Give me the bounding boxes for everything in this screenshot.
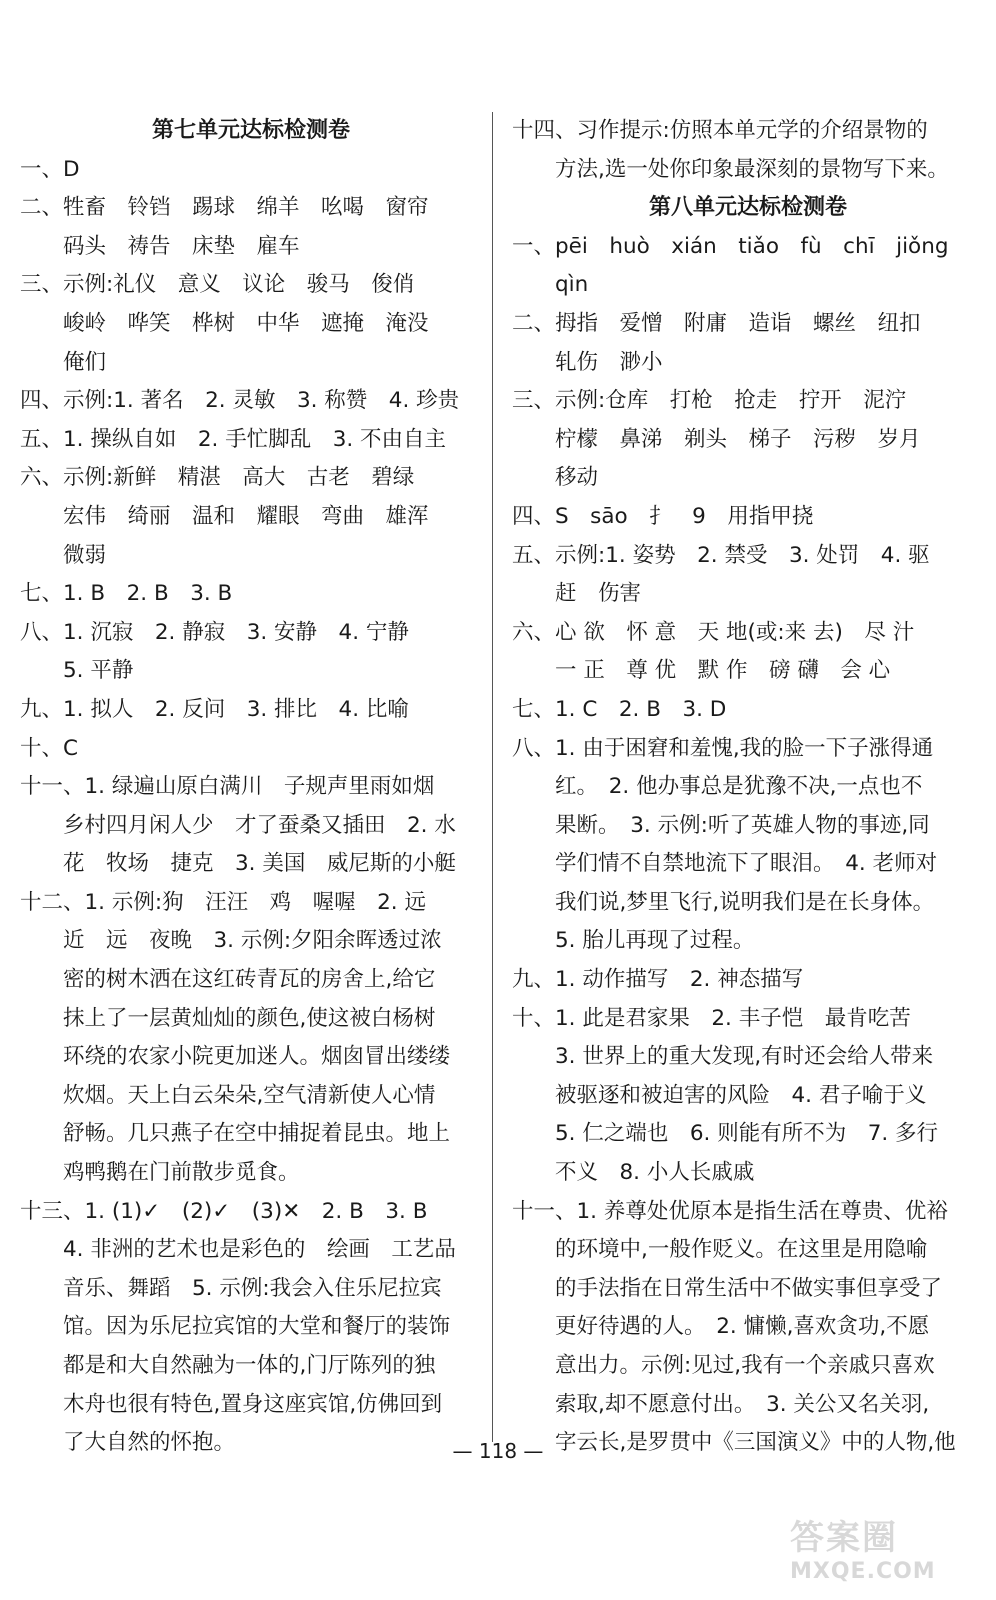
answer-line: 5. 平静 bbox=[20, 658, 134, 684]
answer-line: 十一、1. 养尊处优原本是指生活在尊贵、优裕 bbox=[512, 1198, 948, 1224]
answer-line: 三、示例:仓库 打枪 抢走 拧开 泥泞 bbox=[512, 388, 907, 414]
answer-line: 更好待遇的人。 2. 慵懒,喜欢贪功,不愿 bbox=[512, 1314, 930, 1340]
answer-line: 一、D bbox=[20, 156, 80, 182]
answer-line: 索取,却不愿意付出。 3. 关公又名关羽, bbox=[512, 1391, 930, 1417]
answer-line: 抹上了一层黄灿灿的颜色,使这被白杨树 bbox=[20, 1005, 436, 1031]
answer-line: qìn bbox=[512, 272, 589, 298]
answer-line: 十三、1. (1)✓ (2)✓ (3)✕ 2. B 3. B bbox=[20, 1198, 428, 1224]
answer-line: 赶 伤害 bbox=[512, 581, 642, 607]
answer-line: 环绕的农家小院更加迷人。烟囱冒出缕缕 bbox=[20, 1044, 451, 1070]
answer-line: 四、示例:1. 著名 2. 灵敏 3. 称赞 4. 珍贵 bbox=[20, 388, 460, 414]
answer-line: 馆。因为乐尼拉宾馆的大堂和餐厅的装饰 bbox=[20, 1314, 451, 1340]
answer-line: 近 远 夜晚 3. 示例:夕阳余晖透过浓 bbox=[20, 928, 442, 954]
section-title-unit-7: 第七单元达标检测卷 bbox=[151, 118, 350, 143]
answer-line: 炊烟。天上白云朵朵,空气清新使人心情 bbox=[20, 1082, 436, 1108]
answer-line: 舒畅。几只燕子在空中捕捉着昆虫。地上 bbox=[20, 1121, 451, 1147]
answer-line: 鸡鸭鹅在门前散步觅食。 bbox=[20, 1160, 300, 1186]
answer-line: 了大自然的怀抱。 bbox=[20, 1430, 236, 1456]
watermark-url: MXQE.COM bbox=[790, 1559, 936, 1584]
answer-line: 乡村四月闲人少 才了蚕桑又插田 2. 水 bbox=[20, 812, 456, 838]
column-divider bbox=[492, 112, 493, 1442]
answer-line: 十二、1. 示例:狗 汪汪 鸡 喔喔 2. 远 bbox=[20, 889, 426, 915]
answer-line: 五、示例:1. 姿势 2. 禁受 3. 处罚 4. 驱 bbox=[512, 542, 930, 568]
answer-line: 音乐、舞蹈 5. 示例:我会入住乐尼拉宾 bbox=[20, 1275, 442, 1301]
answer-line: 微弱 bbox=[20, 542, 107, 568]
answer-line: 八、1. 沉寂 2. 静寂 3. 安静 4. 宁静 bbox=[20, 619, 409, 645]
answer-line: 峻岭 哗笑 桦树 中华 遮掩 淹没 bbox=[20, 310, 429, 336]
answer-line: 4. 非洲的艺术也是彩色的 绘画 工艺品 bbox=[20, 1237, 456, 1263]
section-title-unit-8: 第八单元达标检测卷 bbox=[648, 195, 847, 221]
answer-line: 花 牧场 捷克 3. 美国 威尼斯的小艇 bbox=[20, 851, 456, 877]
answer-line: 二、牲畜 铃铛 踢球 绵羊 吆喝 窗帘 bbox=[20, 195, 429, 221]
answer-line: 二、拇指 爱憎 附庸 造诣 螺丝 纽扣 bbox=[512, 310, 921, 336]
answer-line: 5. 胎儿再现了过程。 bbox=[512, 928, 755, 954]
answer-line: 轧伤 渺小 bbox=[512, 349, 663, 375]
answer-line: 俺们 bbox=[20, 349, 107, 375]
answer-line: 5. 仁之端也 6. 则能有所不为 7. 多行 bbox=[512, 1121, 939, 1147]
answer-line: 六、心 欲 怀 意 天 地(或:来 去) 尽 汁 bbox=[512, 619, 915, 645]
answer-line: 不义 8. 小人长戚戚 bbox=[512, 1160, 755, 1186]
page-number: — 118 — bbox=[452, 1439, 544, 1463]
answer-line: 果断。 3. 示例:听了英雄人物的事迹,同 bbox=[512, 812, 930, 838]
watermark-logo bbox=[790, 1510, 986, 1594]
answer-line: 我们说,梦里飞行,说明我们是在长身体。 bbox=[512, 889, 935, 915]
answer-line: 码头 祷告 床垫 雇车 bbox=[20, 233, 300, 259]
right-column bbox=[512, 112, 984, 1463]
answer-line: 八、1. 由于困窘和羞愧,我的脸一下子涨得通 bbox=[512, 735, 934, 761]
answer-line: 密的树木洒在这红砖青瓦的房舍上,给它 bbox=[20, 967, 436, 993]
answer-line: 三、示例:礼仪 意义 议论 骏马 俊俏 bbox=[20, 272, 415, 298]
answer-line: 七、1. B 2. B 3. B bbox=[20, 581, 233, 607]
answer-line: 一、pēi huò xián tiǎo fù chī jiǒng bbox=[512, 233, 949, 259]
answer-line: 九、1. 拟人 2. 反问 3. 排比 4. 比喻 bbox=[20, 696, 409, 722]
answer-line: 的环境中,一般作贬义。在这里是用隐喻 bbox=[512, 1237, 928, 1263]
answer-line: 一 正 尊 优 默 作 磅 礴 会 心 bbox=[512, 658, 891, 684]
answer-line: 木舟也很有特色,置身这座宾馆,仿佛回到 bbox=[20, 1391, 443, 1417]
answer-line: 六、示例:新鲜 精湛 高大 古老 碧绿 bbox=[20, 465, 415, 491]
left-column bbox=[20, 112, 482, 1463]
answer-line: 学们情不自禁地流下了眼泪。 4. 老师对 bbox=[512, 851, 938, 877]
answer-line: 十、1. 此是君家果 2. 丰子恺 最肯吃苦 bbox=[512, 1005, 911, 1031]
answer-line: 方法,选一处你印象最深刻的景物写下来。 bbox=[512, 156, 949, 182]
answer-line: 3. 世界上的重大发现,有时还会给人带来 bbox=[512, 1044, 934, 1070]
answer-line: 十一、1. 绿遍山原白满川 子规声里雨如烟 bbox=[20, 774, 435, 800]
answer-line: 被驱逐和被迫害的风险 4. 君子喻于义 bbox=[512, 1082, 927, 1108]
answer-line: 九、1. 动作描写 2. 神态描写 bbox=[512, 967, 804, 993]
answer-line: 都是和大自然融为一体的,门厅陈列的独 bbox=[20, 1353, 436, 1378]
answer-line: 意出力。示例:见过,我有一个亲戚只喜欢 bbox=[512, 1353, 935, 1378]
answer-line: 宏伟 绮丽 温和 耀眼 弯曲 雄浑 bbox=[20, 503, 429, 529]
answer-line: 五、1. 操纵自如 2. 手忙脚乱 3. 不由自主 bbox=[20, 426, 447, 452]
answer-line: 七、1. C 2. B 3. D bbox=[512, 696, 727, 722]
answer-line: 十、C bbox=[20, 735, 79, 761]
answer-line: 四、S sāo 扌 9 用指甲挠 bbox=[512, 503, 814, 529]
watermark-text: 答案圈 bbox=[790, 1518, 898, 1558]
answer-line: 柠檬 鼻涕 剃头 梯子 污秽 岁月 bbox=[512, 426, 921, 452]
answer-line: 十四、习作提示:仿照本单元学的介绍景物的 bbox=[512, 118, 928, 143]
answer-line: 字云长,是罗贯中《三国演义》中的人物,他 bbox=[512, 1430, 956, 1456]
answer-line: 移动 bbox=[512, 465, 599, 491]
answer-line: 的手法指在日常生活中不做实事但享受了 bbox=[512, 1275, 943, 1301]
answer-line: 红。 2. 他办事总是犹豫不决,一点也不 bbox=[512, 774, 923, 800]
